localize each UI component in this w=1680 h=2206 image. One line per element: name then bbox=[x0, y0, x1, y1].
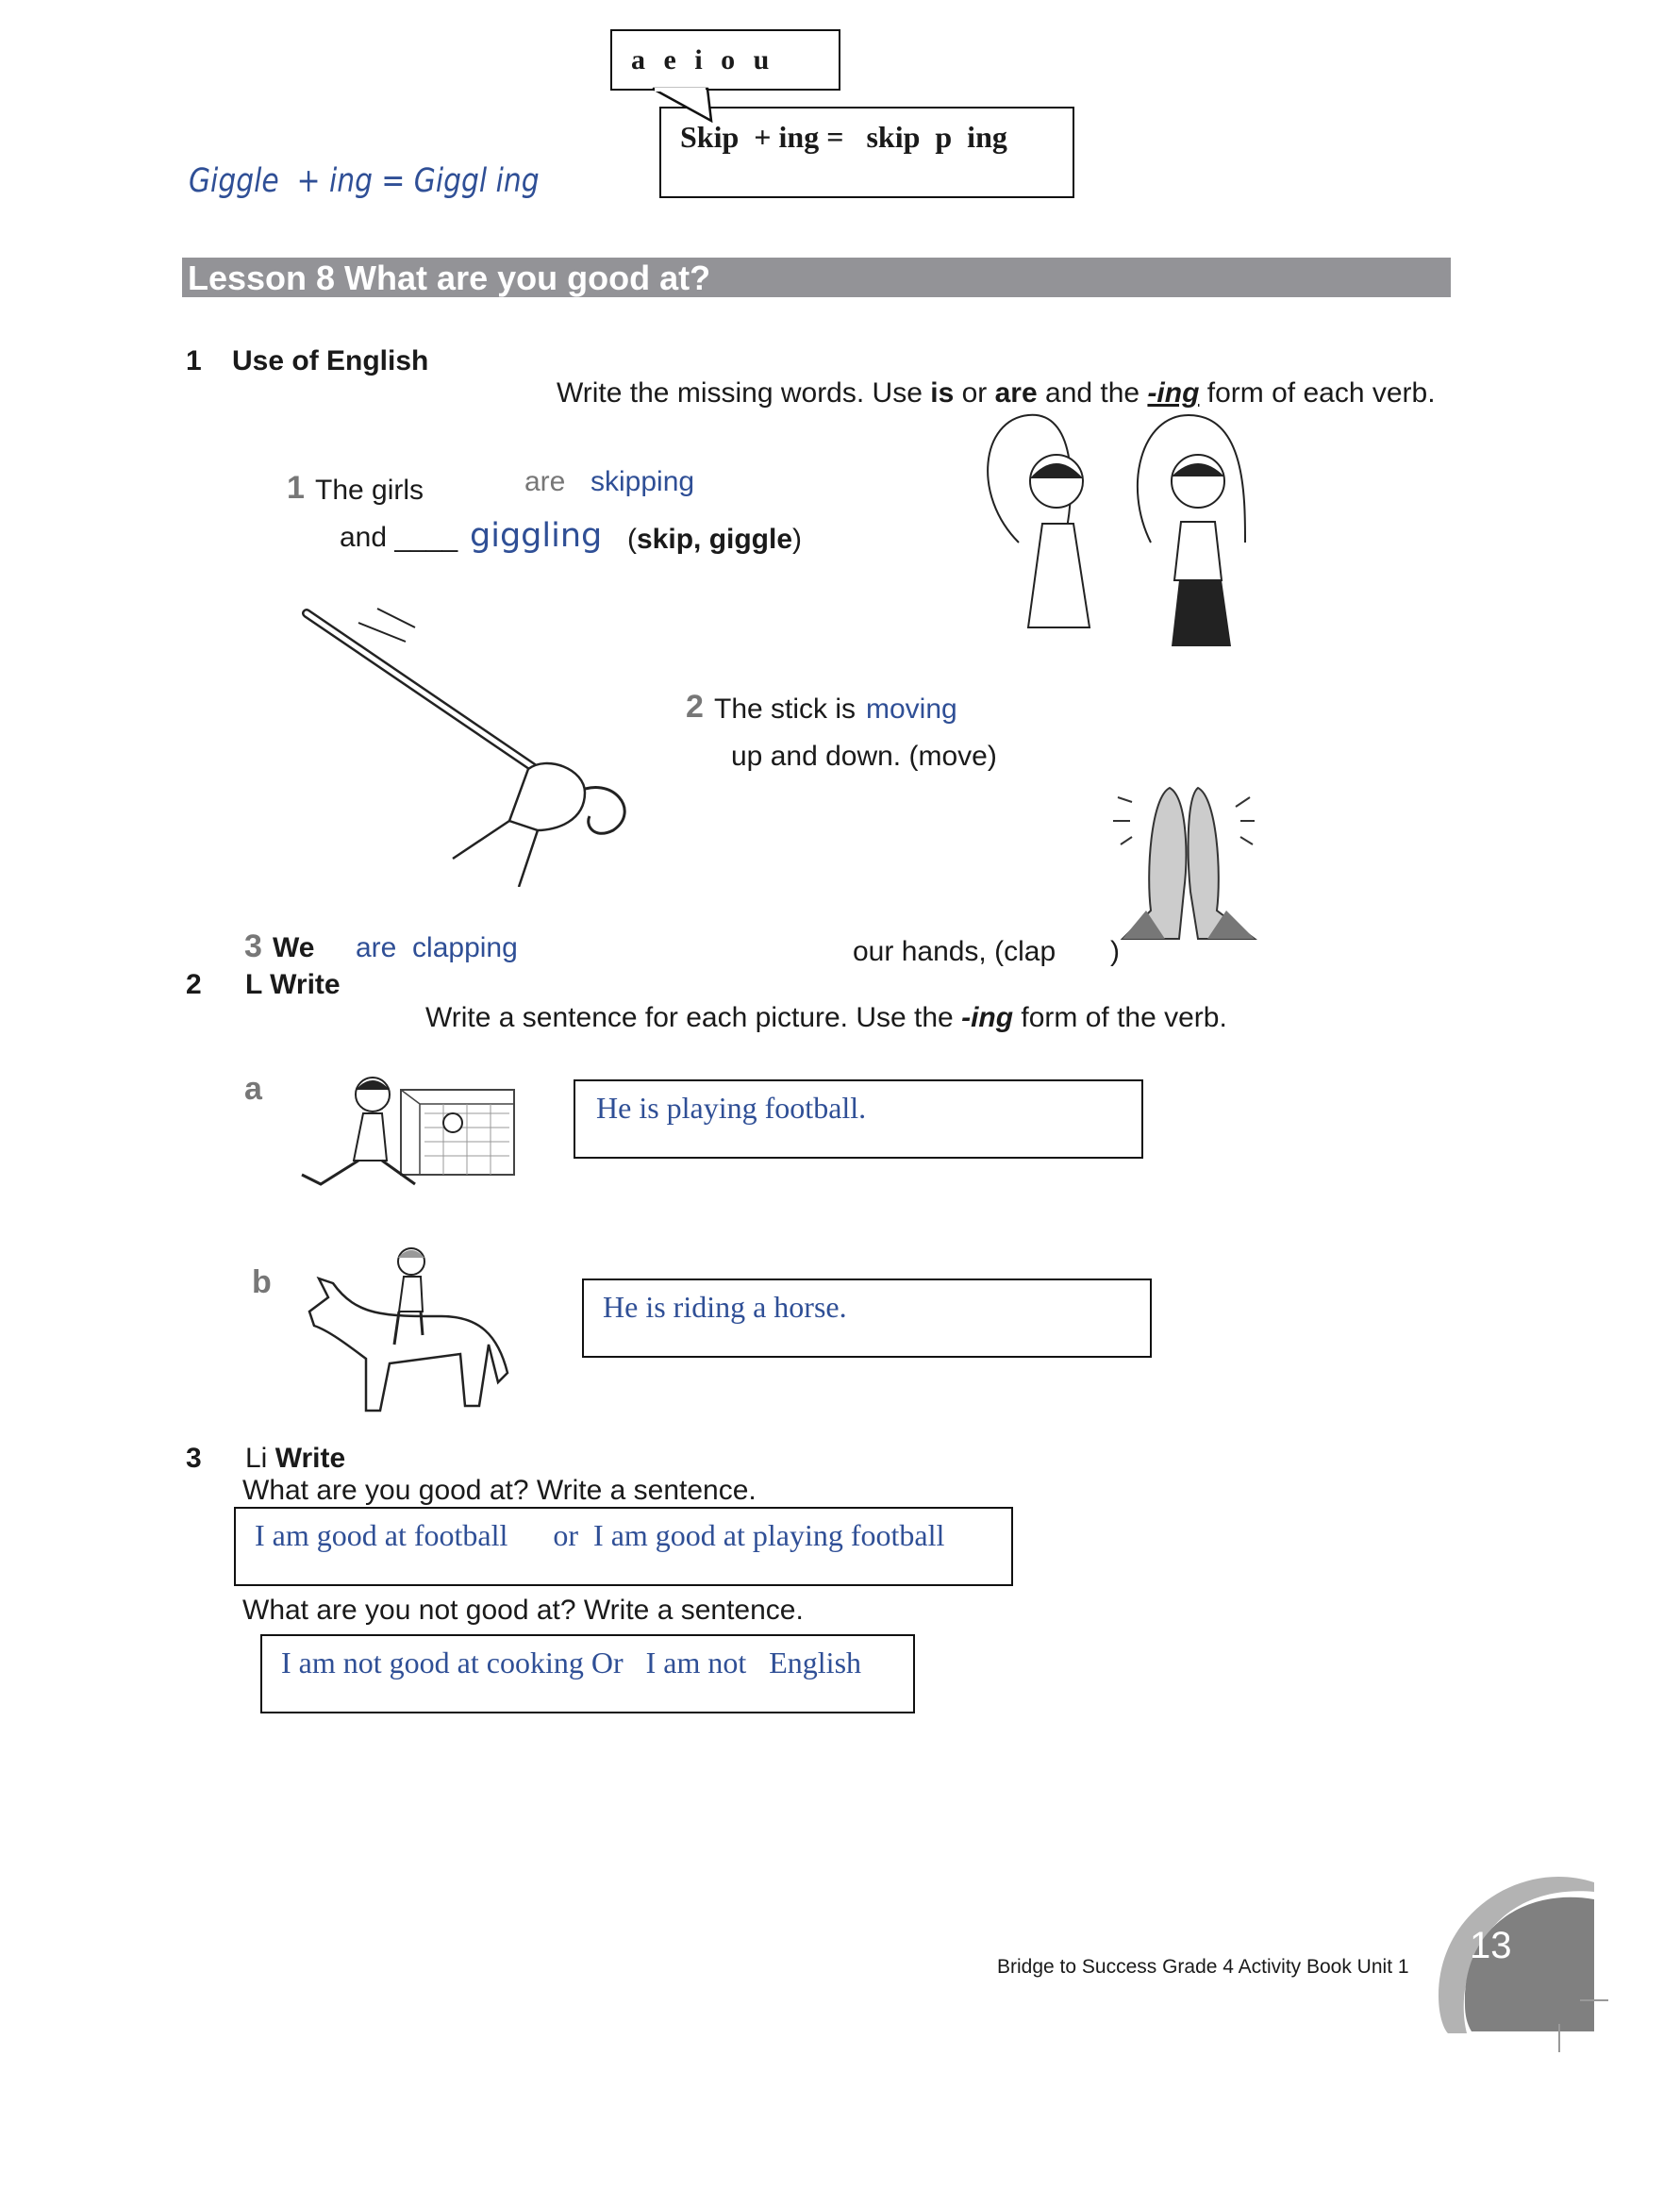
q1-text: The girls bbox=[315, 475, 424, 506]
answer-b-text: He is riding a horse. bbox=[603, 1290, 847, 1324]
horse-riding-illustration bbox=[300, 1241, 517, 1420]
hint-open: ( bbox=[627, 524, 637, 555]
q2-answer: moving bbox=[866, 694, 957, 725]
stick-illustration bbox=[302, 604, 651, 887]
q3-text2: our hands, (clap bbox=[853, 936, 1056, 967]
item-b-label: b bbox=[252, 1264, 272, 1300]
vowels-text: a e i o u bbox=[631, 44, 775, 75]
section3-number: 3 bbox=[186, 1443, 202, 1474]
hint-verbs: skip, giggle bbox=[637, 524, 793, 555]
instr-text: Write the missing words. Use bbox=[557, 377, 931, 409]
answer-good-at-text: I am good at football or I am good at playing football bbox=[255, 1518, 945, 1552]
answer-box-b[interactable] bbox=[582, 1278, 1152, 1358]
instr-or: or bbox=[954, 377, 995, 409]
section2-number: 2 bbox=[186, 969, 202, 1000]
q2-number: 2 bbox=[686, 689, 704, 725]
section3-title bbox=[245, 1443, 345, 1475]
answer-not-good-at-text: I am not good at cooking Or I am not English bbox=[281, 1646, 862, 1680]
item-a-label: a bbox=[244, 1071, 262, 1107]
vowels-callout bbox=[610, 29, 840, 91]
giggle-rule: Giggle + ing = Giggl ing bbox=[189, 162, 540, 200]
lesson-title-bar bbox=[182, 258, 1451, 297]
q3-close: ) bbox=[1110, 936, 1120, 967]
instr-is: is bbox=[930, 377, 955, 409]
q3-text: We bbox=[273, 932, 315, 963]
clapping-hands-illustration bbox=[1113, 778, 1269, 944]
instr2-text: Write a sentence for each picture. Use the bbox=[425, 1002, 962, 1033]
answer-box-a[interactable] bbox=[574, 1079, 1143, 1159]
page-number: 13 bbox=[1470, 1925, 1512, 1966]
answer-box-good-at[interactable] bbox=[234, 1507, 1013, 1586]
section3-title-prefix: Li bbox=[245, 1443, 275, 1474]
q1-answer-skipping: skipping bbox=[590, 466, 695, 497]
instr-and: and the bbox=[1037, 377, 1148, 409]
q2-text: The stick is bbox=[714, 694, 857, 725]
section3-question2: What are you not good at? Write a sentence. bbox=[242, 1595, 804, 1626]
callout-pointer bbox=[651, 87, 726, 125]
q1-answer-giggling: giggling bbox=[470, 517, 603, 555]
page-number-badge bbox=[1429, 1873, 1618, 2081]
girls-skipping-illustration bbox=[962, 410, 1302, 665]
q1-and: and ____ bbox=[340, 522, 458, 553]
section1-instruction bbox=[557, 377, 1436, 409]
section2-instruction bbox=[425, 1002, 1227, 1034]
answer-a-text: He is playing football. bbox=[596, 1091, 867, 1125]
section1-title: Use of English bbox=[232, 345, 429, 376]
skip-rule-text: Skip + ing = skip p ing bbox=[680, 120, 1007, 154]
instr-are: are bbox=[994, 377, 1038, 409]
footer-book-title: Bridge to Success Grade 4 Activity Book Unit 1 bbox=[997, 1956, 1409, 1978]
instr2-post: form of the verb. bbox=[1013, 1002, 1227, 1033]
q3-answer: are clapping bbox=[356, 932, 518, 963]
q2-text2: up and down. (move) bbox=[731, 741, 997, 772]
section3-title-text: Write bbox=[274, 1443, 346, 1474]
lesson-title: Lesson 8 What are you good at? bbox=[188, 259, 711, 297]
q1-hint bbox=[627, 524, 802, 556]
hint-close: ) bbox=[792, 524, 803, 555]
instr2-ing: -ing bbox=[961, 1002, 1014, 1033]
section1-number: 1 bbox=[186, 345, 202, 376]
instr-ing: -ing bbox=[1147, 377, 1200, 409]
section2-title: L Write bbox=[245, 969, 341, 1000]
instr-post: form of each verb. bbox=[1199, 377, 1436, 409]
answer-box-not-good-at[interactable] bbox=[260, 1634, 915, 1713]
q1-answer-are: are bbox=[524, 466, 566, 497]
q1-number: 1 bbox=[287, 470, 305, 506]
section3-question1: What are you good at? Write a sentence. bbox=[242, 1475, 757, 1506]
football-illustration bbox=[283, 1071, 547, 1217]
q3-number: 3 bbox=[244, 928, 262, 964]
